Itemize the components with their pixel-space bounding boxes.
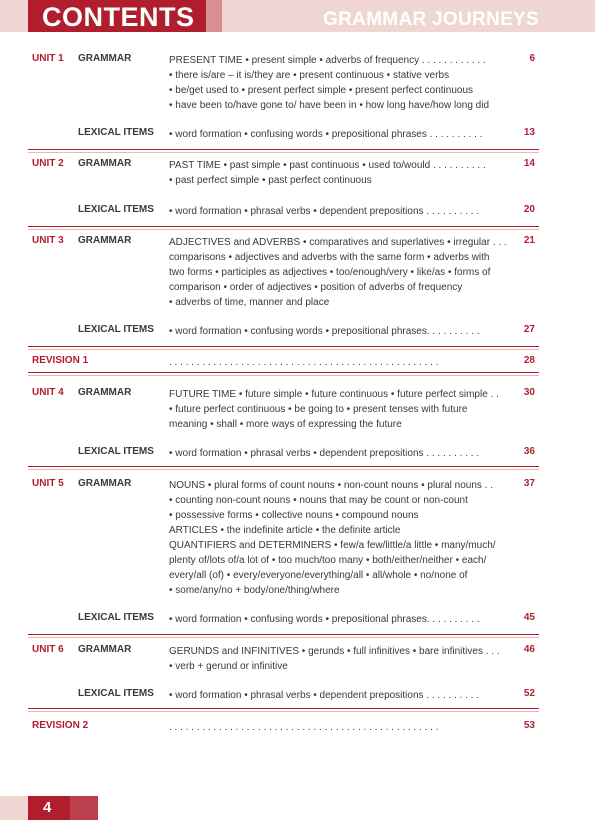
topic-line: • adverbs of time, manner and place xyxy=(169,297,330,308)
page-reference: 52 xyxy=(523,688,535,699)
topic-description xyxy=(169,324,511,339)
page-reference: 14 xyxy=(523,158,535,169)
unit-label: UNIT 5 xyxy=(32,478,64,489)
topic-line: NOUNS • plural forms of count nouns • non-count nouns • plural nouns . . xyxy=(169,480,494,491)
topic-line: • word formation • phrasal verbs • dependent prepositions . . . . . . . . . . xyxy=(169,206,480,217)
topic-line: meaning • shall • more ways of expressing the future xyxy=(169,419,402,430)
topic-line: • counting non-count nouns • nouns that may be count or non-count xyxy=(169,495,468,506)
topic-line: • word formation • confusing words • prepositional phrases. . . . . . . . . . xyxy=(169,614,480,625)
section-divider-shadow xyxy=(28,375,539,376)
topic-line: • word formation • phrasal verbs • dependent prepositions . . . . . . . . . . xyxy=(169,690,480,701)
lexical-items-label: LEXICAL ITEMS xyxy=(78,446,154,457)
topic-description xyxy=(169,688,511,703)
topic-description xyxy=(169,612,511,627)
page-reference: 46 xyxy=(523,644,535,655)
topic-line: • possessive forms • collective nouns • compound nouns xyxy=(169,510,419,521)
footer-light-block xyxy=(0,796,28,820)
topic-line: • word formation • confusing words • prepositional phrases . . . . . . . . . . xyxy=(169,129,483,140)
topic-line: comparisons • adjectives and adverbs with the same form • adverbs with xyxy=(169,252,490,263)
section-divider xyxy=(28,466,539,467)
section-divider xyxy=(28,708,539,709)
page-title: CONTENTS xyxy=(42,2,195,32)
revision-label: REVISION 2 xyxy=(32,720,89,731)
leader-dots-line: . . . . . . . . . . . . . . . . . . . . . . . . . . . . . . . . . . . . . . . . . . . . . . . . . xyxy=(169,722,439,733)
lexical-items-label: LEXICAL ITEMS xyxy=(78,324,154,335)
page-reference: 27 xyxy=(523,324,535,335)
series-title: GRAMMAR JOURNEYS xyxy=(323,9,539,30)
topic-description xyxy=(169,387,511,432)
topic-line: • there is/are – it is/they are • present continuous • stative verbs xyxy=(169,70,450,81)
page-reference: 6 xyxy=(529,53,535,64)
revision-label: REVISION 1 xyxy=(32,355,89,366)
topic-description xyxy=(169,446,511,461)
topic-line: PRESENT TIME • present simple • adverbs of frequency . . . . . . . . . . . . xyxy=(169,55,486,66)
page-reference: 53 xyxy=(523,720,535,731)
topic-line: GERUNDS and INFINITIVES • gerunds • full infinitives • bare infinitives . . . xyxy=(169,646,500,657)
topic-line: comparison • order of adjectives • position of adverbs of frequency xyxy=(169,282,463,293)
topic-description xyxy=(169,53,511,113)
section-divider-shadow xyxy=(28,637,539,638)
section-divider xyxy=(28,372,539,373)
topic-line: every/all (of) • every/everyone/everything/all • all/whole • no/none of xyxy=(169,570,468,581)
section-divider-shadow xyxy=(28,152,539,153)
topic-line: FUTURE TIME • future simple • future continuous • future perfect simple . . xyxy=(169,389,499,400)
topic-line: • verb + gerund or infinitive xyxy=(169,661,288,672)
page-reference: 13 xyxy=(523,127,535,138)
grammar-label: GRAMMAR xyxy=(78,644,132,655)
topic-description xyxy=(169,127,511,142)
grammar-label: GRAMMAR xyxy=(78,478,132,489)
topic-line: • be/get used to • present perfect simple • present perfect continuous xyxy=(169,85,474,96)
topic-line: ADJECTIVES and ADVERBS • comparatives and superlatives • irregular . . . xyxy=(169,237,507,248)
topic-description xyxy=(169,478,511,598)
grammar-label: GRAMMAR xyxy=(78,53,132,64)
leader-dots-line: . . . . . . . . . . . . . . . . . . . . . . . . . . . . . . . . . . . . . . . . . . . . . . . . . xyxy=(169,357,439,368)
page-reference: 21 xyxy=(523,235,535,246)
leader-dots xyxy=(169,355,511,370)
section-divider xyxy=(28,346,539,347)
section-divider xyxy=(28,634,539,635)
page-reference: 28 xyxy=(523,355,535,366)
topic-line: ARTICLES • the indefinite article • the definite article xyxy=(169,525,401,536)
section-divider-shadow xyxy=(28,469,539,470)
page-number: 4 xyxy=(43,799,52,816)
topic-line: PAST TIME • past simple • past continuous • used to/would . . . . . . . . . . xyxy=(169,160,486,171)
unit-label: UNIT 1 xyxy=(32,53,64,64)
section-divider-shadow xyxy=(28,711,539,712)
page-reference: 36 xyxy=(523,446,535,457)
page-reference: 45 xyxy=(523,612,535,623)
grammar-label: GRAMMAR xyxy=(78,158,132,169)
page-reference: 30 xyxy=(523,387,535,398)
topic-line: two forms • participles as adjectives • too/enough/very • like/as • forms of xyxy=(169,267,491,278)
topic-description xyxy=(169,235,511,310)
section-divider xyxy=(28,149,539,150)
unit-label: UNIT 6 xyxy=(32,644,64,655)
topic-line: • word formation • phrasal verbs • dependent prepositions . . . . . . . . . . xyxy=(169,448,480,459)
section-divider xyxy=(28,226,539,227)
topic-description xyxy=(169,158,511,188)
topic-line: • some/any/no + body/one/thing/where xyxy=(169,585,340,596)
topic-line: • word formation • confusing words • prepositional phrases. . . . . . . . . . xyxy=(169,326,480,337)
lexical-items-label: LEXICAL ITEMS xyxy=(78,204,154,215)
lexical-items-label: LEXICAL ITEMS xyxy=(78,688,154,699)
topic-line: • future perfect continuous • be going to • present tenses with future xyxy=(169,404,468,415)
unit-label: UNIT 3 xyxy=(32,235,64,246)
page-reference: 37 xyxy=(523,478,535,489)
topic-description xyxy=(169,644,511,674)
leader-dots xyxy=(169,720,511,735)
footer-accent-block xyxy=(70,796,98,820)
topic-description xyxy=(169,204,511,219)
lexical-items-label: LEXICAL ITEMS xyxy=(78,127,154,138)
section-divider-shadow xyxy=(28,349,539,350)
topic-line: • past perfect simple • past perfect continuous xyxy=(169,175,372,186)
unit-label: UNIT 4 xyxy=(32,387,64,398)
unit-label: UNIT 2 xyxy=(32,158,64,169)
topic-line: plenty of/lots of/a lot of • too much/too many • both/either/neither • each/ xyxy=(169,555,487,566)
lexical-items-label: LEXICAL ITEMS xyxy=(78,612,154,623)
section-divider-shadow xyxy=(28,229,539,230)
grammar-label: GRAMMAR xyxy=(78,235,132,246)
grammar-label: GRAMMAR xyxy=(78,387,132,398)
page-reference: 20 xyxy=(523,204,535,215)
topic-line: QUANTIFIERS and DETERMINERS • few/a few/little/a little • many/much/ xyxy=(169,540,496,551)
topic-line: • have been to/have gone to/ have been in • how long have/how long did xyxy=(169,100,490,111)
